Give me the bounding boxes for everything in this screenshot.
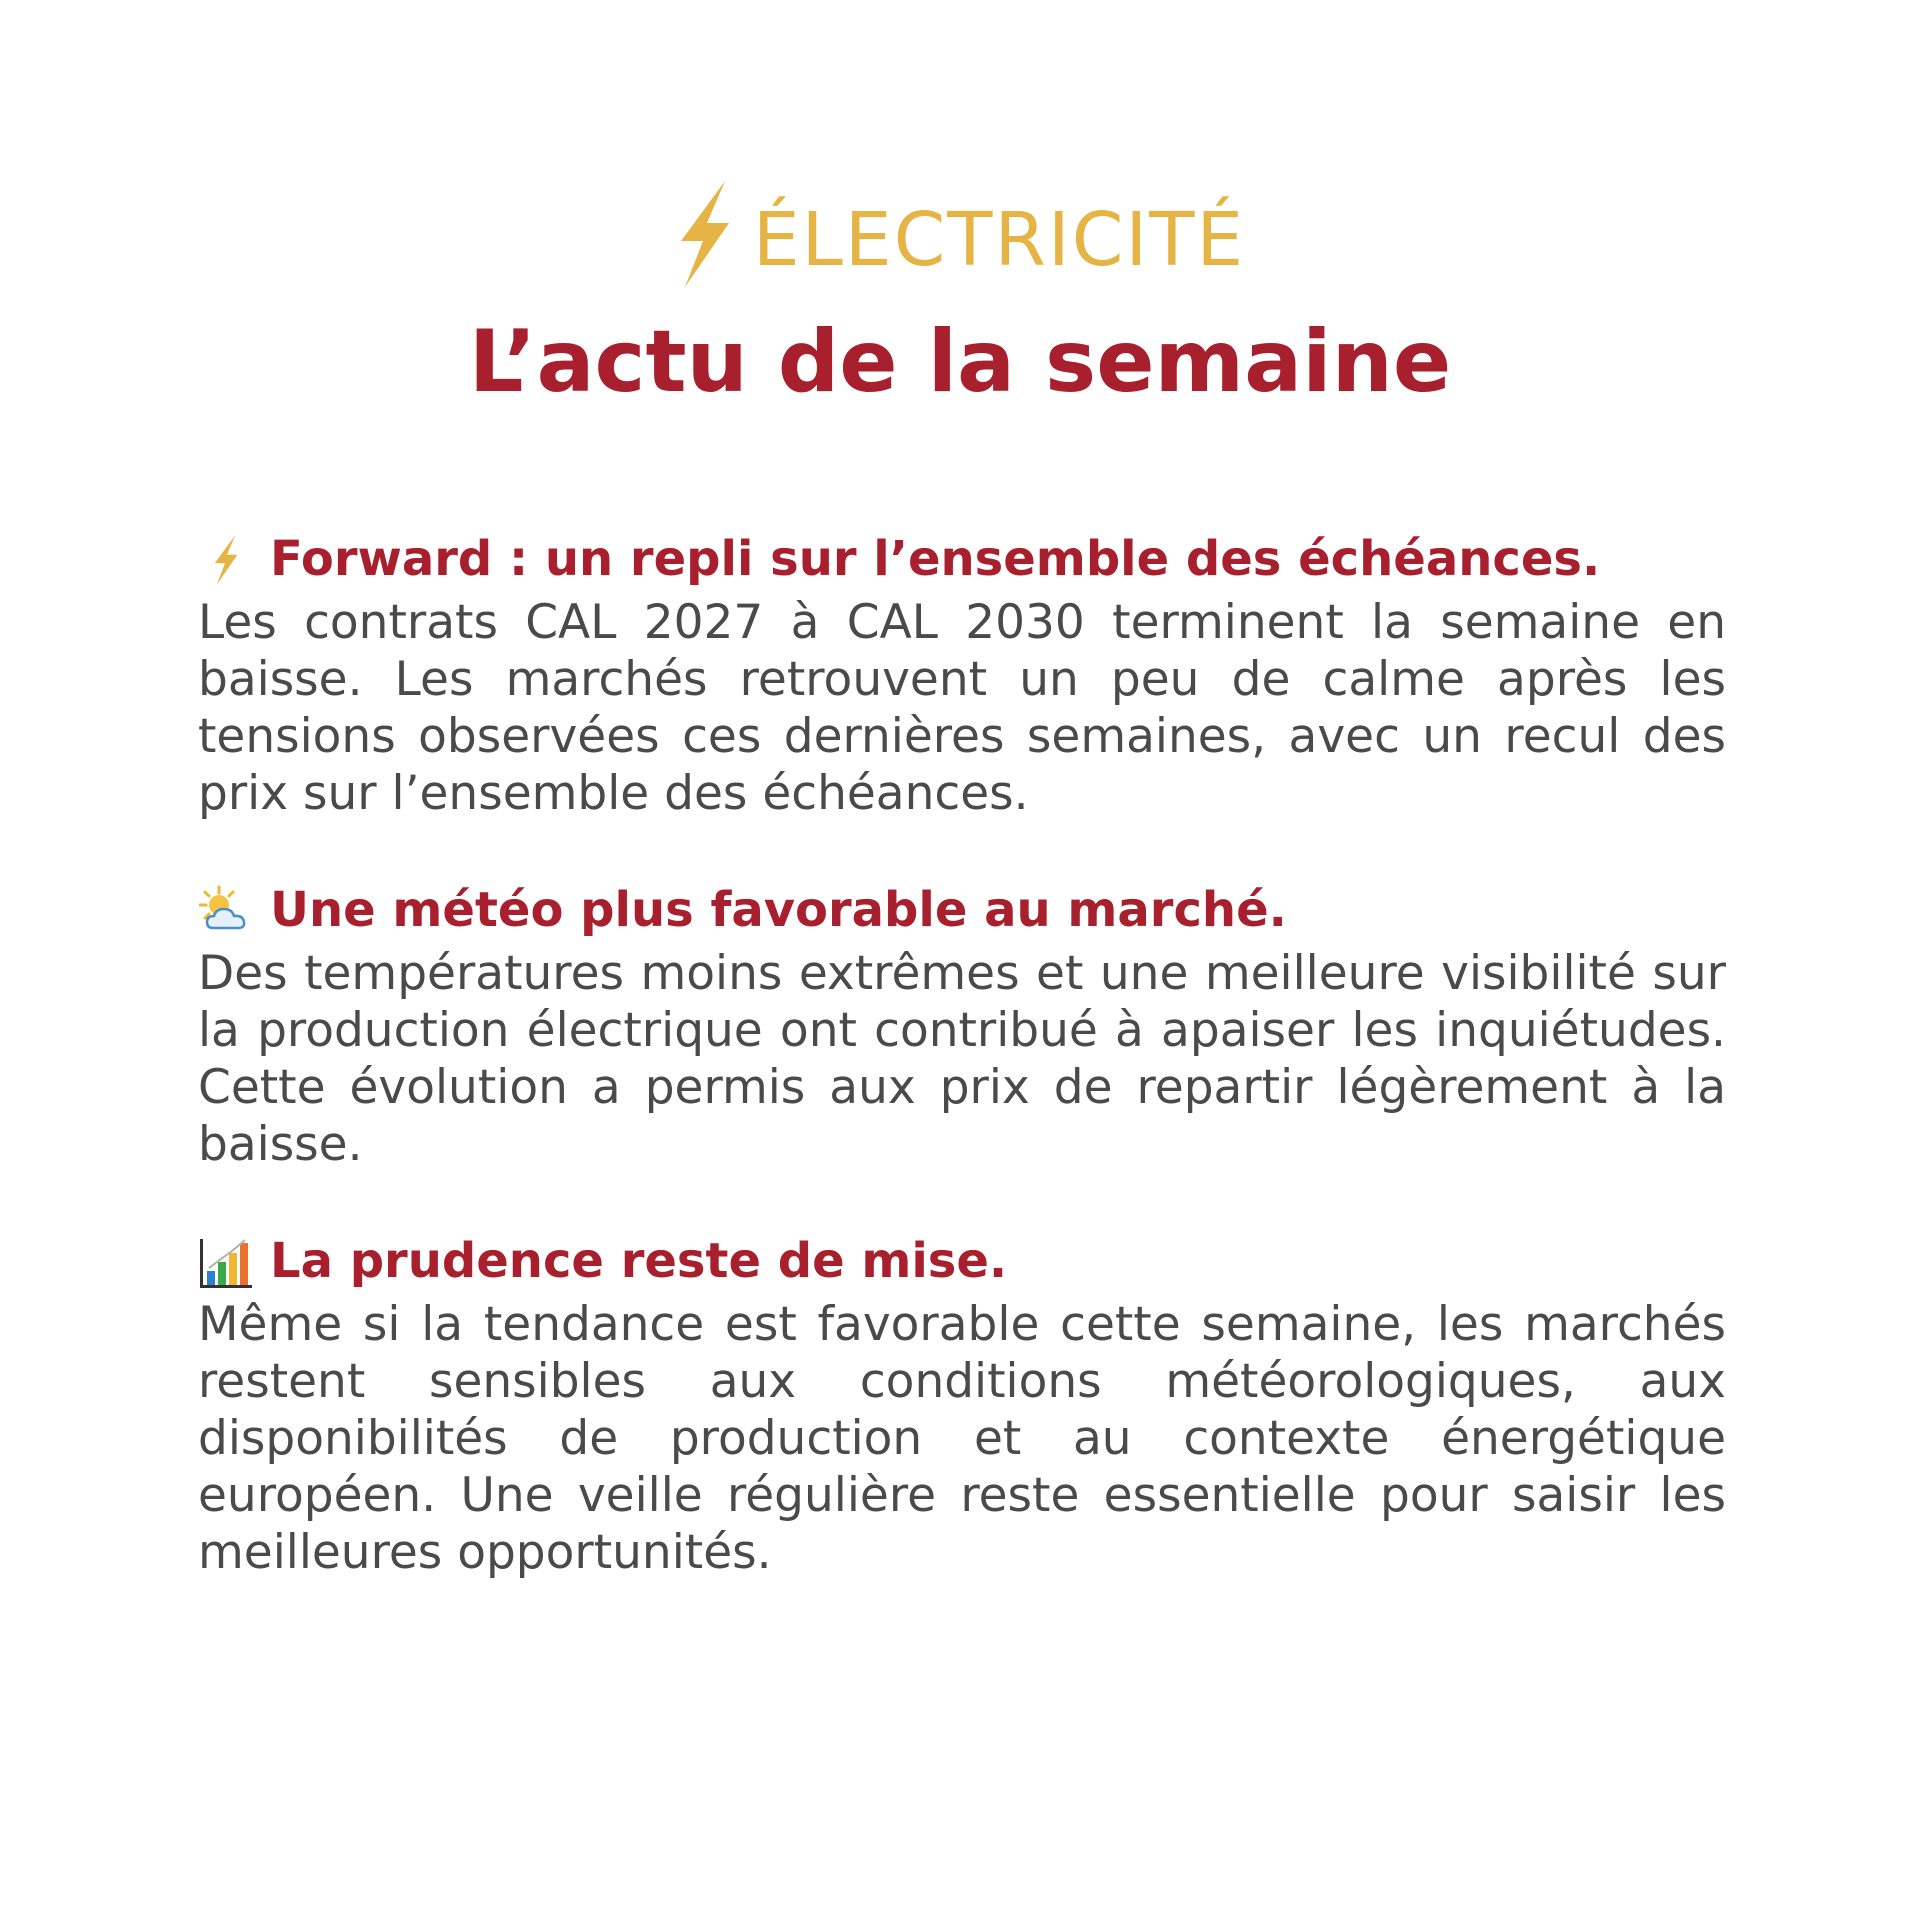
news-item-title: Une météo plus favorable au marché. <box>270 882 1287 939</box>
news-list <box>198 526 1726 1581</box>
news-item-body: Des températures moins extrêmes et une meilleure visibilité sur la production électrique ont contribué à apaiser les inquiétudes. Cette évolution a permis aux prix de repartir légèrement à la baisse. <box>198 946 1726 1172</box>
lightning-bolt-icon <box>198 532 254 588</box>
news-item-body: Les contrats CAL 2027 à CAL 2030 terminent la semaine en baisse. Les marchés retrouvent un peu de calme après les tensions observées ces dernières semaines, avec un recul des prix sur l’ensemble des échéances. <box>198 595 1726 821</box>
news-item-title: La prudence reste de mise. <box>270 1233 1008 1290</box>
news-item-prudence <box>198 1228 1726 1581</box>
category-kicker <box>675 178 1245 290</box>
news-item-weather <box>198 877 1726 1173</box>
category-label: ÉLECTRICITÉ <box>752 197 1246 283</box>
news-item-body: Même si la tendance est favorable cette semaine, les marchés restent sensibles aux conditions météorologiques, aux disponibilités de production et au contexte énergétique européen. Une veille régulière reste essentielle pour saisir les meilleures opportunités. <box>198 1297 1726 1580</box>
news-item-header <box>198 526 1726 594</box>
page-header <box>0 178 1920 410</box>
lightning-bolt-icon <box>675 179 735 289</box>
news-item-header <box>198 877 1726 945</box>
sun-behind-cloud-icon <box>198 883 254 939</box>
news-item-header <box>198 1228 1726 1296</box>
bar-chart-icon <box>198 1234 254 1290</box>
page-title: L’actu de la semaine <box>468 312 1452 412</box>
news-item-title: Forward : un repli sur l’ensemble des échéances. <box>270 531 1601 588</box>
news-item-forward <box>198 526 1726 822</box>
